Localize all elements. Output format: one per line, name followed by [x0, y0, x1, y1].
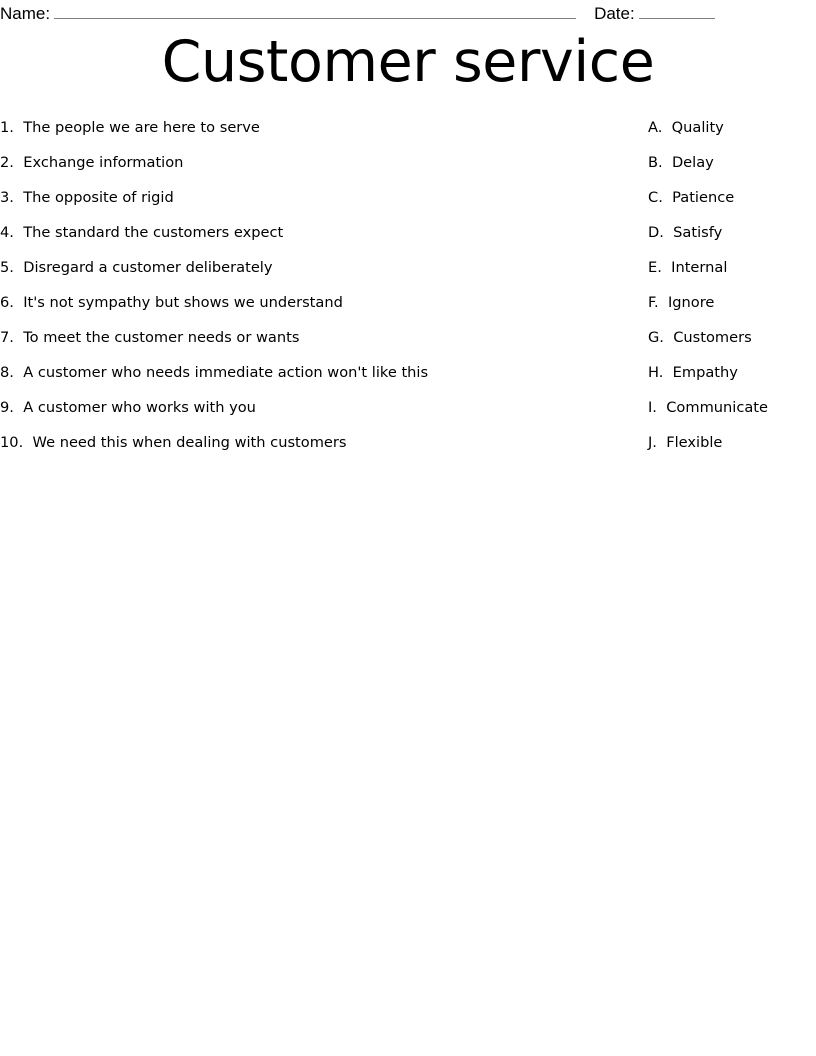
answer-letter: D.	[648, 224, 669, 241]
answer-choice[interactable]	[648, 250, 816, 285]
clue-text: The people we are here to serve	[23, 119, 260, 136]
answer-letter: G.	[648, 329, 669, 346]
clues-column	[0, 110, 630, 460]
answer-letter: F.	[648, 294, 664, 311]
clue-item[interactable]	[0, 285, 630, 320]
answer-choice[interactable]	[648, 145, 816, 180]
clue-number: 2.	[0, 154, 19, 171]
name-date-header	[0, 0, 816, 26]
date-write-in-line[interactable]	[639, 2, 715, 19]
clue-number: 7.	[0, 329, 19, 346]
answer-choice[interactable]	[648, 285, 816, 320]
clue-item[interactable]	[0, 215, 630, 250]
clue-number: 6.	[0, 294, 19, 311]
page-title: Customer service	[161, 29, 655, 95]
answer-text: Patience	[672, 189, 735, 206]
answer-choice[interactable]	[648, 215, 816, 250]
clue-text: A customer who needs immediate action won't like this	[23, 364, 429, 381]
clue-number: 9.	[0, 399, 19, 416]
answer-letter: J.	[648, 434, 662, 451]
clue-item[interactable]	[0, 110, 630, 145]
answer-letter: B.	[648, 154, 668, 171]
answer-choice[interactable]	[648, 390, 816, 425]
clue-number: 1.	[0, 119, 19, 136]
answer-choice[interactable]	[648, 110, 816, 145]
answer-letter: C.	[648, 189, 668, 206]
answer-text: Delay	[671, 154, 714, 171]
clue-text: Exchange information	[23, 154, 184, 171]
answer-text: Empathy	[672, 364, 738, 381]
answer-choice[interactable]	[648, 425, 816, 460]
clue-number: 4.	[0, 224, 19, 241]
date-label: Date:	[594, 4, 635, 23]
answer-letter: A.	[648, 119, 668, 136]
name-write-in-line[interactable]	[54, 2, 576, 19]
clue-text: Disregard a customer deliberately	[23, 259, 273, 276]
clue-text: The opposite of rigid	[23, 189, 174, 206]
clue-item[interactable]	[0, 145, 630, 180]
clue-text: A customer who works with you	[23, 399, 256, 416]
clue-item[interactable]	[0, 355, 630, 390]
answer-text: Satisfy	[673, 224, 723, 241]
clue-item[interactable]	[0, 425, 630, 460]
clue-number: 10.	[0, 434, 28, 451]
answer-text: Communicate	[666, 399, 769, 416]
clue-text: The standard the customers expect	[23, 224, 284, 241]
answer-letter: H.	[648, 364, 668, 381]
answer-text: Customers	[673, 329, 752, 346]
clue-item[interactable]	[0, 180, 630, 215]
answer-text: Internal	[671, 259, 728, 276]
answer-letter: I.	[648, 399, 662, 416]
answer-letter: E.	[648, 259, 667, 276]
clue-item[interactable]	[0, 250, 630, 285]
answer-choice[interactable]	[648, 355, 816, 390]
answer-choice[interactable]	[648, 180, 816, 215]
clue-text: We need this when dealing with customers	[32, 434, 347, 451]
answer-choice[interactable]	[648, 320, 816, 355]
name-label: Name:	[0, 4, 51, 23]
clue-number: 8.	[0, 364, 19, 381]
clue-number: 5.	[0, 259, 19, 276]
answer-text: Flexible	[666, 434, 723, 451]
clue-text: To meet the customer needs or wants	[23, 329, 300, 346]
clue-item[interactable]	[0, 320, 630, 355]
answer-text: Ignore	[667, 294, 715, 311]
clue-text: It's not sympathy but shows we understand	[23, 294, 343, 311]
clue-number: 3.	[0, 189, 19, 206]
answer-choices-column	[648, 110, 816, 460]
clue-item[interactable]	[0, 390, 630, 425]
answer-text: Quality	[671, 119, 724, 136]
